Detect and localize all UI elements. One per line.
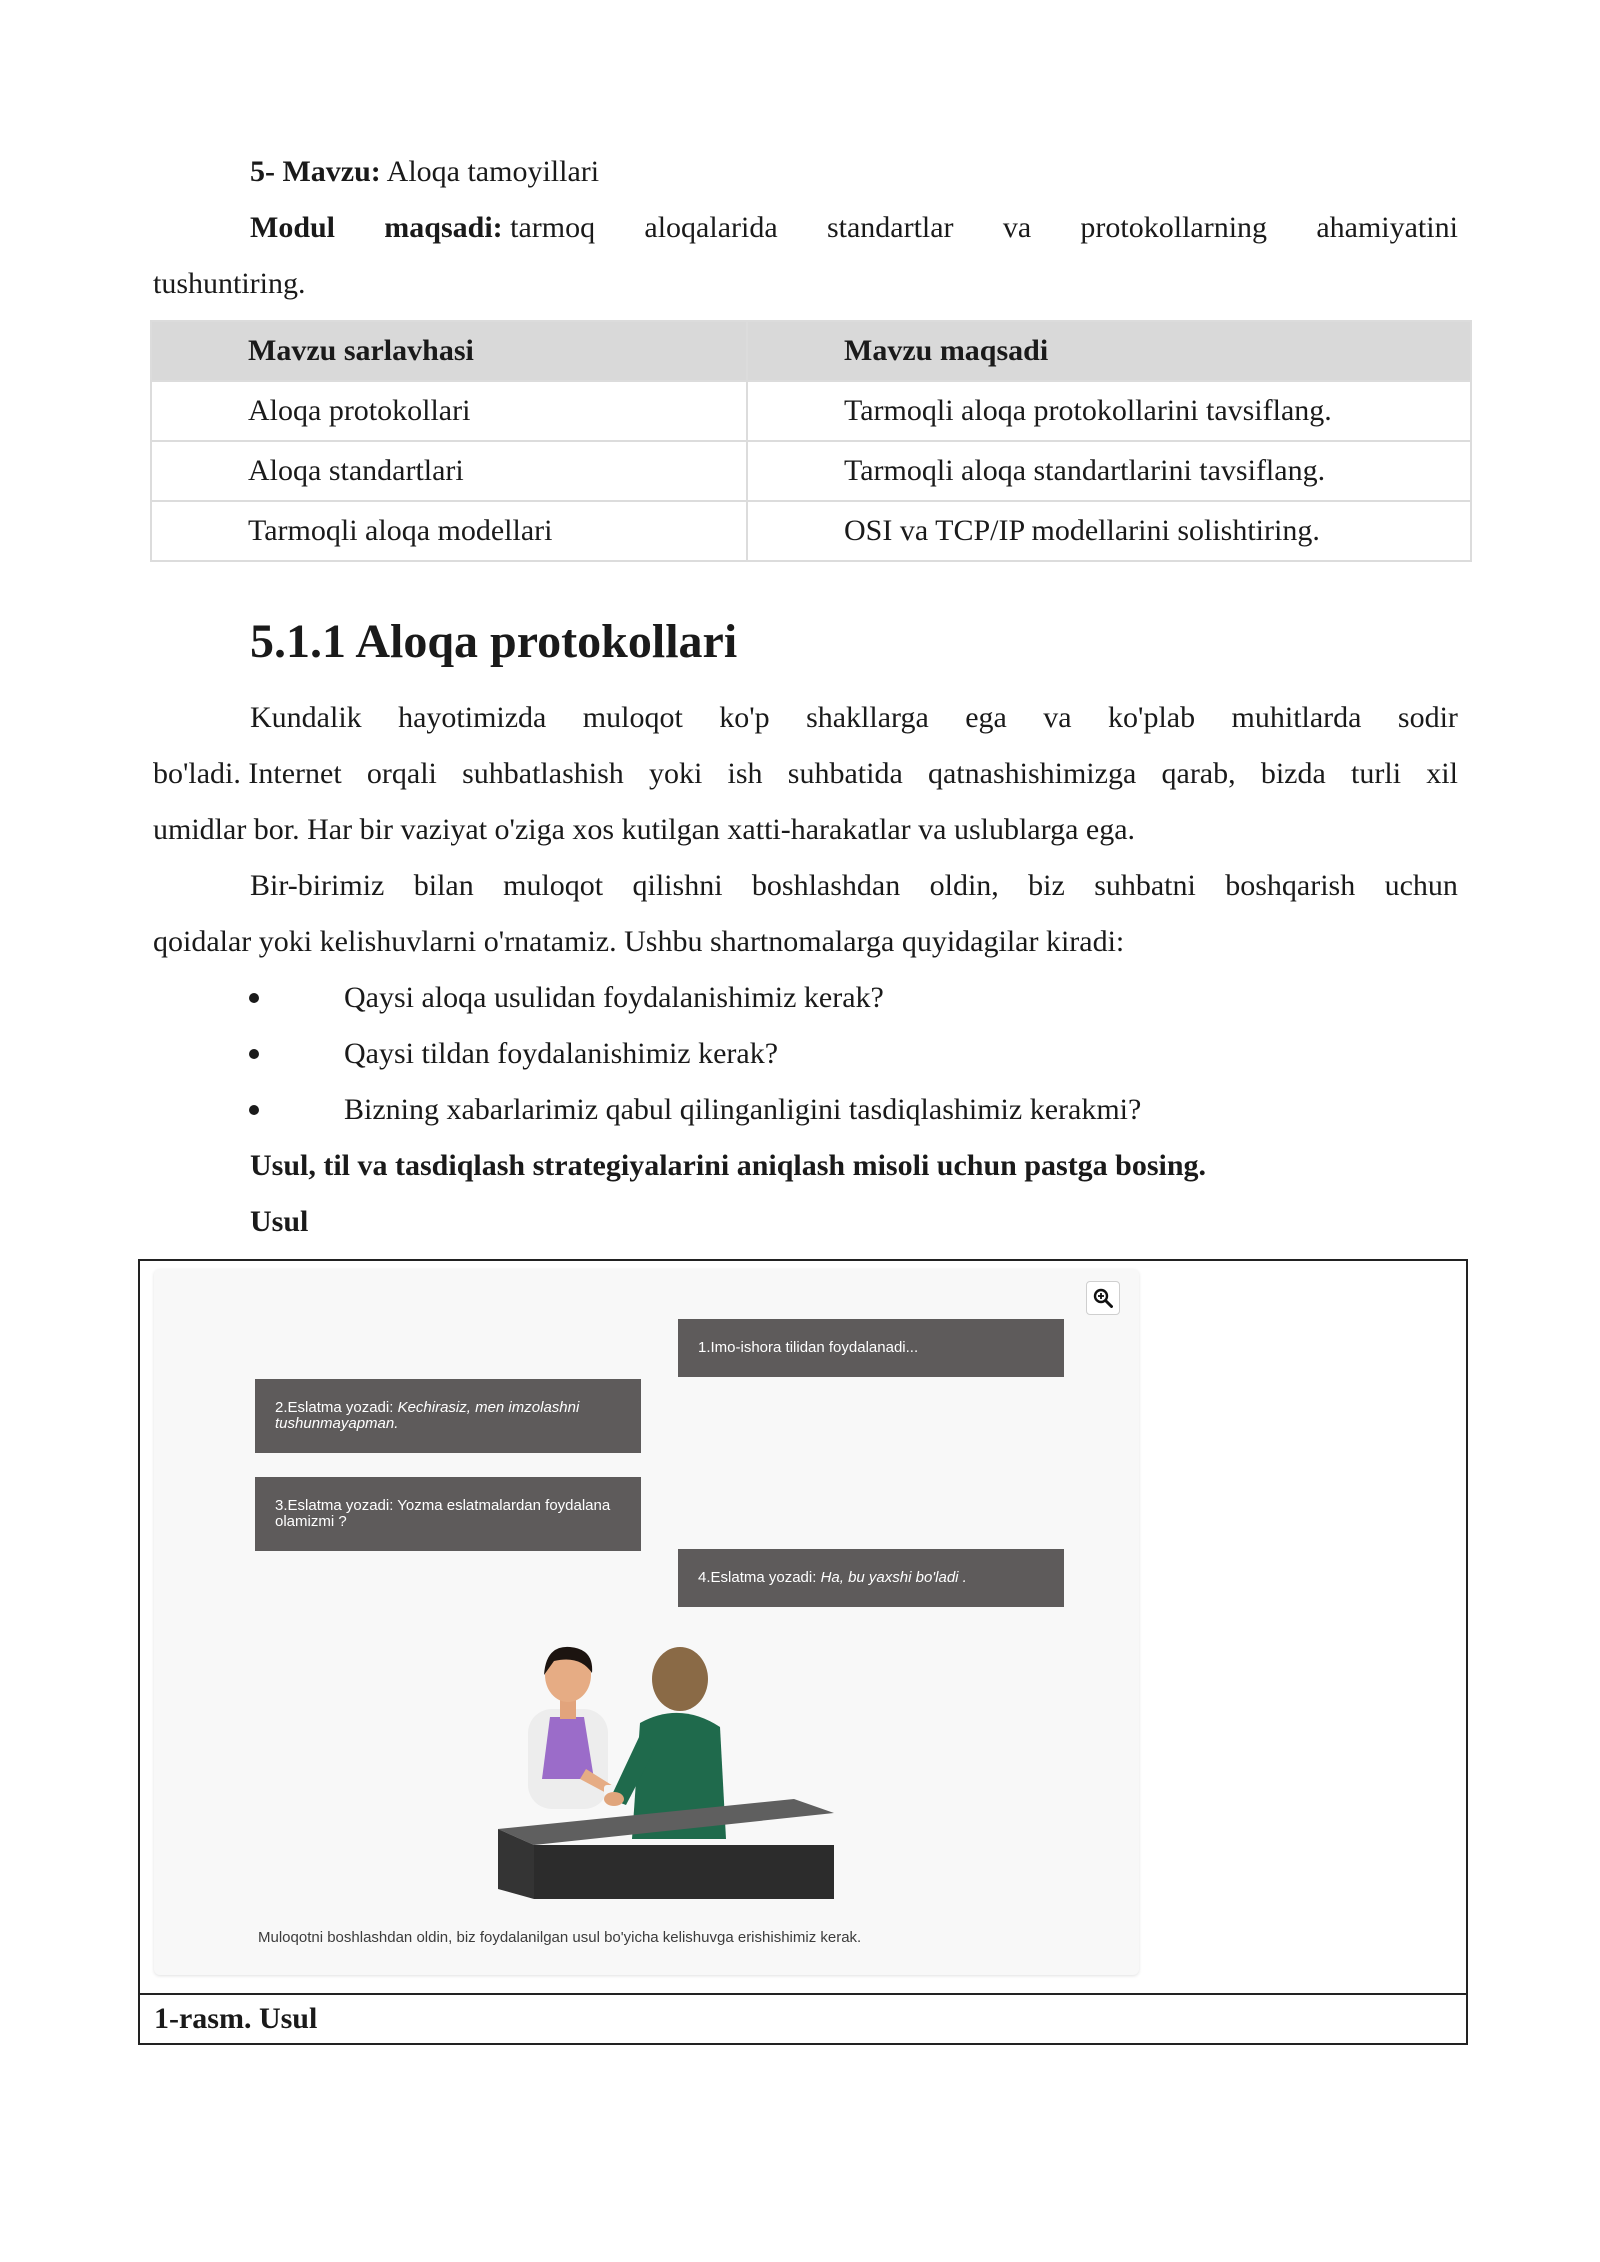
bullet-icon: [249, 1049, 259, 1059]
word: ko'plab: [1108, 701, 1196, 734]
table-header-cell: Mavzu sarlavhasi: [151, 321, 747, 381]
word: boshqarish: [1225, 869, 1356, 902]
word: muloqot: [582, 701, 683, 734]
word: muloqot: [503, 869, 604, 902]
word: uchun: [1384, 869, 1458, 902]
note-2: [255, 1379, 641, 1453]
word: muhitlarda: [1231, 701, 1362, 734]
bullet-item: Qaysi aloqa usulidan foydalanishimiz kerak?: [344, 981, 884, 1014]
table-cell: Tarmoqli aloqa standartlarini tavsiflang.: [747, 441, 1471, 501]
table-cell: Aloqa standartlari: [151, 441, 747, 501]
word: qatnashishimizga: [927, 757, 1137, 790]
note-text: 1.Imo-ishora tilidan foydalanadi...: [698, 1339, 919, 1356]
word: bizda: [1260, 757, 1326, 790]
word: shakllarga: [806, 701, 929, 734]
topic-title: Aloqa tamoyillari: [386, 155, 600, 188]
word: suhbatida: [787, 757, 903, 790]
word: sodir: [1397, 701, 1458, 734]
bullet-item: Qaysi tildan foydalanishimiz kerak?: [344, 1037, 779, 1070]
word: ega: [965, 701, 1007, 734]
zoom-button[interactable]: [1086, 1281, 1120, 1315]
word: bo'ladi. Internet: [153, 757, 342, 790]
word: oldin,: [929, 869, 999, 902]
module-goal-line: [250, 208, 1458, 248]
table-cell: Aloqa protokollari: [151, 381, 747, 441]
word: turli: [1351, 757, 1402, 790]
bullet-item: Bizning xabarlarimiz qabul qilinganligini tasdiqlashimiz kerakmi?: [344, 1093, 1142, 1126]
module-goal-label-2: maqsadi: tarmoq: [384, 211, 596, 244]
note-4: [678, 1549, 1064, 1607]
topics-table: [150, 320, 1472, 562]
table-header-row: [151, 321, 1471, 381]
module-goal-continuation: tushuntiring.: [153, 267, 306, 300]
figure-canvas: [154, 1269, 1139, 1975]
note-3: [255, 1477, 641, 1551]
word: suhbatni: [1094, 869, 1196, 902]
conversation-illustration: [494, 1639, 854, 1899]
word: orqali: [366, 757, 437, 790]
word: ish: [727, 757, 763, 790]
note-1: [678, 1319, 1064, 1377]
word: bilan: [413, 869, 474, 902]
paragraph-1-line-1: [250, 698, 1458, 738]
table-cell: Tarmoqli aloqa protokollarini tavsiflang.: [747, 381, 1471, 441]
word: xil: [1426, 757, 1458, 790]
table-row: [151, 441, 1471, 501]
module-goal-word: aloqalarida: [644, 211, 778, 244]
paragraph-1-line-3: umidlar bor. Har bir vaziyat o'ziga xos kutilgan xatti-harakatlar va uslublarga ega.: [153, 813, 1136, 846]
table-row: [151, 501, 1471, 561]
word: Bir-birimiz: [250, 869, 385, 902]
desk: [498, 1799, 834, 1899]
word: boshlashdan: [751, 869, 901, 902]
note-text: 2.Eslatma yozadi:: [275, 1399, 398, 1416]
word: va: [1043, 701, 1072, 734]
instruction-text: Usul, til va tasdiqlash strategiyalarini aniqlash misoli uchun pastga bosing.: [250, 1149, 1207, 1182]
bullet-icon: [249, 993, 259, 1003]
note-italic-text: Ha, bu yaxshi bo'ladi .: [820, 1569, 967, 1586]
table-cell: OSI va TCP/IP modellarini solishtiring.: [747, 501, 1471, 561]
module-goal-word: standartlar: [826, 211, 954, 244]
topic-prefix: 5- Mavzu:: [250, 155, 381, 188]
note-text: 4.Eslatma yozadi:: [698, 1569, 821, 1586]
note-text: 3.Eslatma yozadi: Yozma eslatmalardan foydalana olamizmi ?: [275, 1497, 611, 1530]
topic-line: [250, 152, 599, 192]
module-goal-word: va: [1002, 211, 1032, 244]
word: biz: [1028, 869, 1065, 902]
subheading-usul: Usul: [250, 1205, 309, 1238]
table-row: [151, 381, 1471, 441]
paragraph-2-line-1: [250, 866, 1458, 906]
bullet-icon: [249, 1105, 259, 1115]
zoom-in-icon: [1093, 1288, 1113, 1308]
module-goal-label-1: Modul: [250, 211, 336, 244]
module-goal-word: protokollarning: [1080, 211, 1268, 244]
note-italic-text: Kechirasiz, men imzolashni tushunmayapman.: [275, 1399, 580, 1432]
section-heading: 5.1.1 Aloqa protokollari: [250, 615, 738, 668]
paragraph-2-line-2: qoidalar yoki kelishuvlarni o'rnatamiz. Ushbu shartnomalarga quyidagilar kiradi:: [153, 925, 1125, 958]
module-goal-word: tarmoq: [510, 211, 596, 244]
figure-frame: [138, 1259, 1468, 2045]
module-goal-word: ahamiyatini: [1316, 211, 1458, 244]
table-cell: Tarmoqli aloqa modellari: [151, 501, 747, 561]
table-header-cell: Mavzu maqsadi: [747, 321, 1471, 381]
word: qarab,: [1161, 757, 1236, 790]
word: suhbatlashish: [462, 757, 624, 790]
word: hayotimizda: [398, 701, 547, 734]
word: yoki: [648, 757, 703, 790]
word: qilishni: [632, 869, 723, 902]
word: ko'p: [719, 701, 770, 734]
figure-caption: 1-rasm. Usul: [154, 2002, 318, 2035]
paragraph-1-line-2: [153, 754, 1458, 794]
figure-divider: [140, 1993, 1466, 1995]
word: Kundalik: [250, 701, 362, 734]
scene-caption: Muloqotni boshlashdan oldin, biz foydalanilgan usul bo'yicha kelishuvga erishishimiz kerak.: [258, 1929, 862, 1946]
